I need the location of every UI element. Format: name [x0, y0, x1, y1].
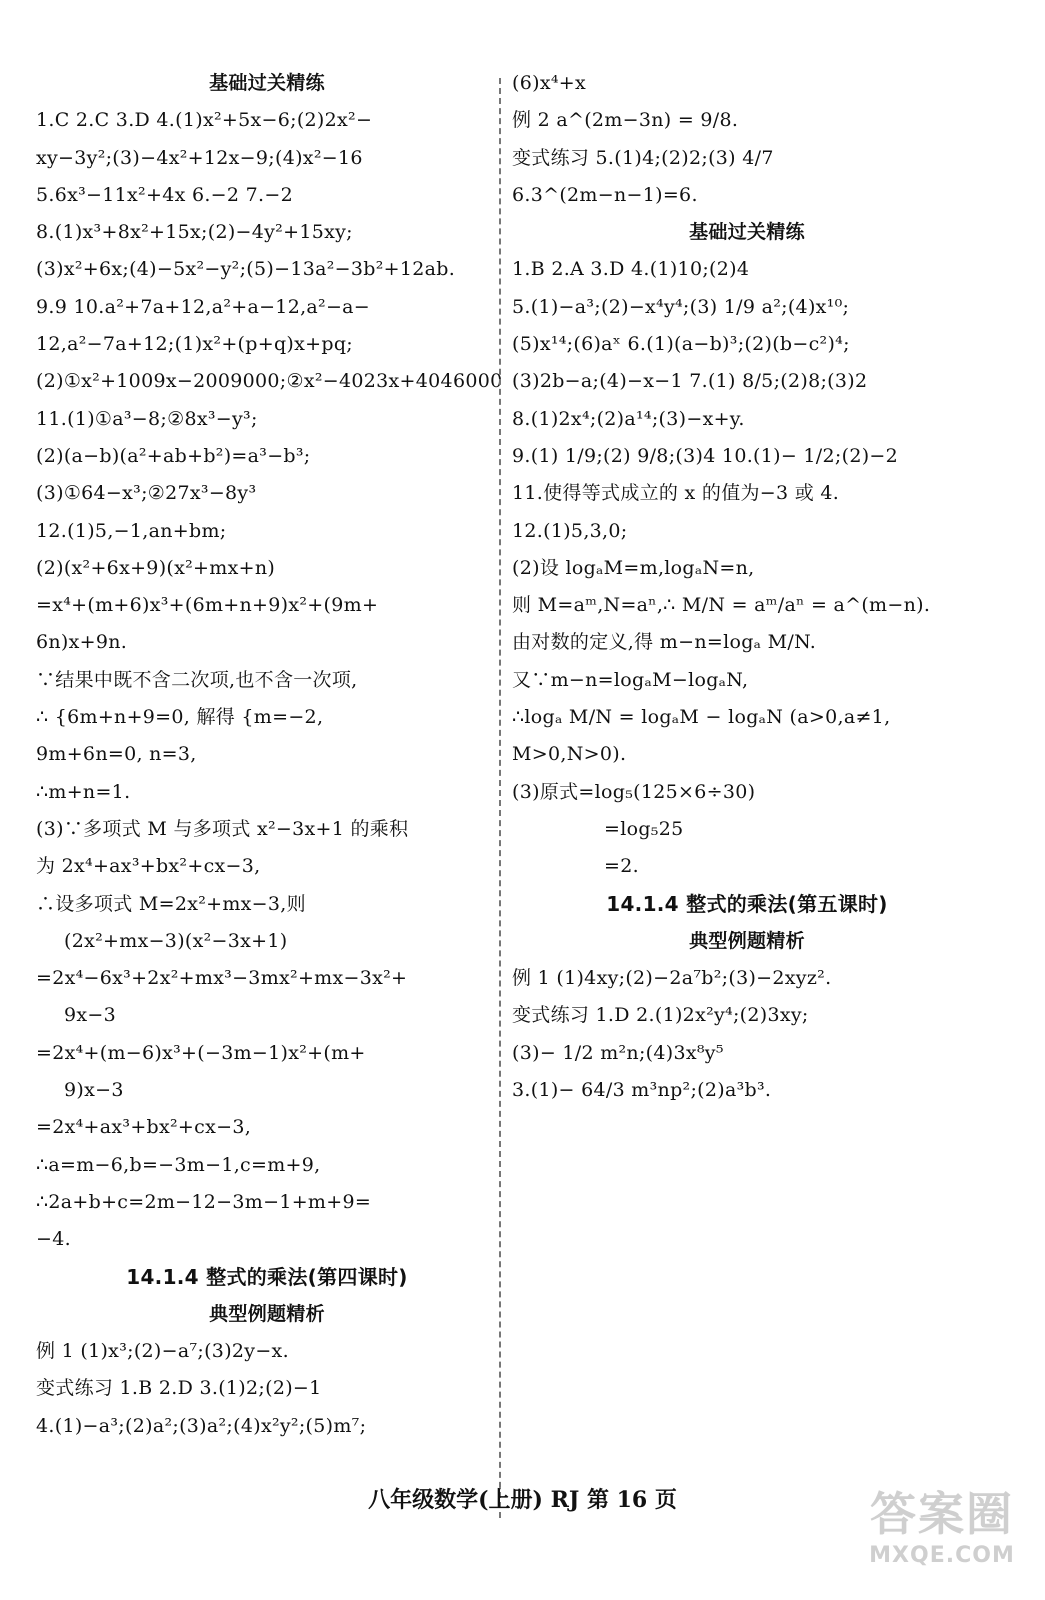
- answer-line: 9m+6n=0, n=3,: [36, 743, 197, 766]
- answer-line: ∴logₐ M/N = logₐM − logₐN (a>0,a≠1,: [512, 706, 891, 729]
- answer-line: 又∵m−n=logₐM−logₐN,: [512, 668, 749, 691]
- answer-line: (6)x⁴+x: [512, 72, 586, 94]
- answer-line: 1.B 2.A 3.D 4.(1)10;(2)4: [512, 258, 750, 281]
- section-heading: 14.1.4 整式的乘法(第五课时): [606, 891, 888, 916]
- answer-line: (5)x¹⁴;(6)aˣ 6.(1)(a−b)³;(2)(b−c²)⁴;: [512, 333, 850, 356]
- answer-line: 12.(1)5,−1,an+bm;: [36, 519, 227, 542]
- answer-line: (3)− 1/2 m²n;(4)3x⁸y⁵: [512, 1041, 724, 1064]
- answer-line: 例 2 a^(2m−3n) = 9/8.: [512, 109, 739, 132]
- answer-line: ∴ {6m+n+9=0, 解得 {m=−2,: [36, 706, 324, 729]
- answer-line: 为 2x⁴+ax³+bx²+cx−3,: [36, 855, 261, 878]
- answer-line: (2x²+mx−3)(x²−3x+1): [64, 929, 288, 952]
- answer-line: =2x⁴+ax³+bx²+cx−3,: [36, 1116, 252, 1139]
- section-heading: 14.1.4 整式的乘法(第四课时): [126, 1264, 408, 1289]
- answer-line: 6.3^(2m−n−1)=6.: [512, 183, 698, 206]
- answer-line: 由对数的定义,得 m−n=logₐ M/N.: [512, 631, 817, 654]
- answer-line: 9)x−3: [64, 1079, 124, 1102]
- watermark-logo-text: 答案圈: [870, 1487, 1014, 1541]
- answer-line: xy−3y²;(3)−4x²+12x−9;(4)x²−16: [36, 146, 363, 169]
- answer-line: ∴设多项式 M=2x²+mx−3,则: [36, 892, 306, 915]
- answer-line: ∵结果中既不含二次项,也不含一次项,: [36, 668, 358, 691]
- answer-line: 12,a²−7a+12;(1)x²+(p+q)x+pq;: [36, 333, 353, 356]
- answer-line: (2)(x²+6x+9)(x²+mx+n): [36, 556, 276, 579]
- answer-line: ∴2a+b+c=2m−12−3m−1+m+9=: [36, 1190, 372, 1213]
- answer-line: 9x−3: [64, 1004, 117, 1027]
- answer-line: 6n)x+9n.: [36, 631, 128, 654]
- answer-line: 12.(1)5,3,0;: [512, 519, 628, 542]
- section-heading: 典型例题精析: [689, 929, 805, 952]
- watermark-url: MXQE.COM: [869, 1543, 1015, 1568]
- section-heading: 基础过关精练: [689, 221, 805, 244]
- answer-line: M>0,N>0).: [512, 743, 627, 766]
- answer-line: 4.(1)−a³;(2)a²;(3)a²;(4)x²y²;(5)m⁷;: [36, 1414, 367, 1437]
- left-column: [36, 72, 503, 1452]
- section-heading: 基础过关精练: [209, 72, 325, 94]
- answer-line: 8.(1)x³+8x²+15x;(2)−4y²+15xy;: [36, 221, 353, 244]
- answer-line: 例 1 (1)4xy;(2)−2a⁷b²;(3)−2xyz².: [512, 967, 832, 990]
- answer-line: =2x⁴−6x³+2x²+mx³−3mx²+mx−3x²+: [36, 967, 408, 990]
- answer-line: (3)2b−a;(4)−x−1 7.(1) 8/5;(2)8;(3)2: [512, 370, 868, 393]
- answer-line: =2x⁴+(m−6)x³+(−3m−1)x²+(m+: [36, 1041, 366, 1064]
- answer-line: 9.9 10.a²+7a+12,a²+a−12,a²−a−: [36, 295, 371, 318]
- answer-line: ∴m+n=1.: [36, 780, 131, 803]
- right-column: [512, 72, 982, 1116]
- answer-line: 8.(1)2x⁴;(2)a¹⁴;(3)−x+y.: [512, 407, 745, 430]
- answer-line: 3.(1)− 64/3 m³np²;(2)a³b³.: [512, 1079, 772, 1102]
- answer-line: 1.C 2.C 3.D 4.(1)x²+5x−6;(2)2x²−: [36, 109, 373, 132]
- answer-line: 5.(1)−a³;(2)−x⁴y⁴;(3) 1/9 a²;(4)x¹⁰;: [512, 295, 850, 318]
- answer-line: ∴a=m−6,b=−3m−1,c=m+9,: [36, 1153, 321, 1176]
- answer-line: 9.(1) 1/9;(2) 9/8;(3)4 10.(1)− 1/2;(2)−2: [512, 444, 899, 467]
- answer-line: (3)原式=log₅(125×6÷30): [512, 780, 756, 803]
- watermark-logo: [867, 1486, 1017, 1586]
- answer-line: (3)x²+6x;(4)−5x²−y²;(5)−13a²−3b²+12ab.: [36, 258, 456, 281]
- answer-line: 11.使得等式成立的 x 的值为−3 或 4.: [512, 482, 840, 505]
- answer-line: =2.: [604, 855, 639, 878]
- answer-line: (3)∵多项式 M 与多项式 x²−3x+1 的乘积: [36, 817, 409, 840]
- answer-line: (2)(a−b)(a²+ab+b²)=a³−b³;: [36, 444, 311, 467]
- answer-line: 变式练习 5.(1)4;(2)2;(3) 4/7: [512, 146, 774, 169]
- answer-line: (3)①64−x³;②27x³−8y³: [36, 482, 257, 505]
- answer-line: 则 M=aᵐ,N=aⁿ,∴ M/N = aᵐ/aⁿ = a^(m−n).: [512, 594, 931, 617]
- answer-line: =x⁴+(m+6)x³+(6m+n+9)x²+(9m+: [36, 594, 379, 617]
- answer-line: 11.(1)①a³−8;②8x³−y³;: [36, 407, 258, 430]
- answer-line: 5.6x³−11x²+4x 6.−2 7.−2: [36, 183, 293, 206]
- section-heading: 典型例题精析: [209, 1302, 325, 1325]
- page-footer: 八年级数学(上册) RJ 第 16 页: [368, 1487, 677, 1513]
- answer-line: =log₅25: [604, 817, 684, 840]
- answer-line: 变式练习 1.D 2.(1)2x²y⁴;(2)3xy;: [512, 1004, 809, 1027]
- answer-line: (2)设 logₐM=m,logₐN=n,: [512, 556, 755, 579]
- answer-line: (2)①x²+1009x−2009000;②x²−4023x+4046000: [36, 370, 503, 393]
- column-divider: [499, 78, 501, 1518]
- answer-line: 例 1 (1)x³;(2)−a⁷;(3)2y−x.: [36, 1340, 289, 1363]
- answer-line: 变式练习 1.B 2.D 3.(1)2;(2)−1: [36, 1377, 322, 1400]
- answer-line: −4.: [36, 1228, 71, 1251]
